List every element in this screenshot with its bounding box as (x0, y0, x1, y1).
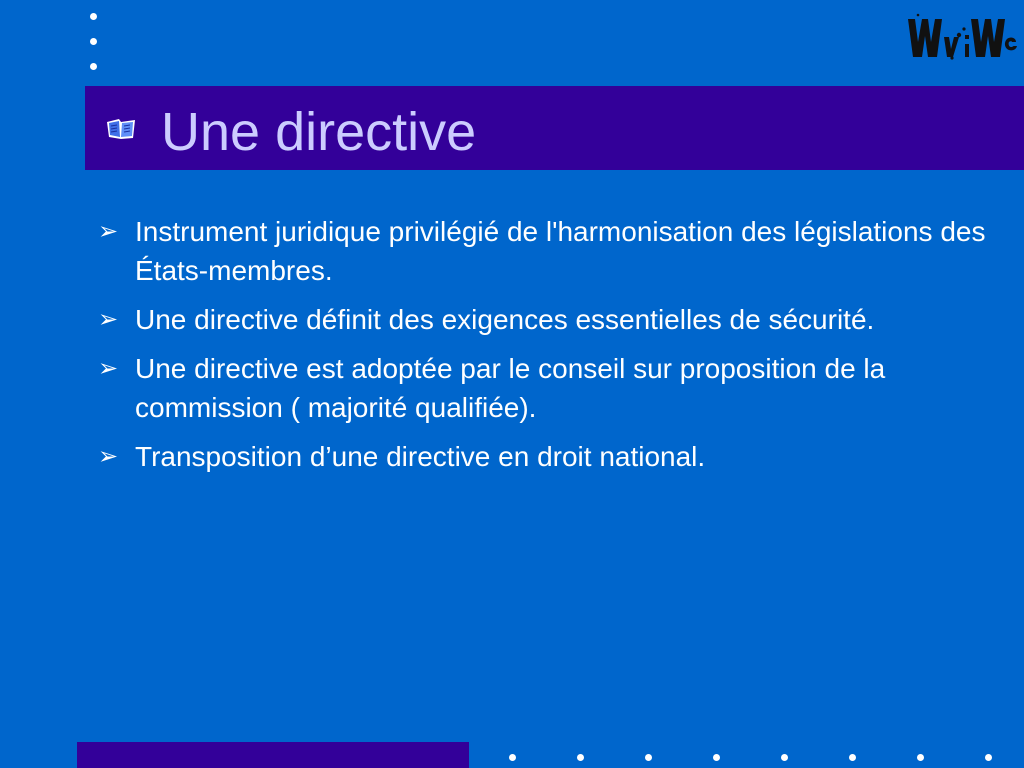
bullet-list (98, 212, 988, 486)
footer-bar (77, 742, 469, 768)
list-item (98, 349, 988, 427)
arrow-bullet-icon: ➢ (98, 354, 119, 382)
bullet-text: Instrument juridique privilégié de l'harmonisation des législations des États-membres. (135, 216, 986, 286)
arrow-bullet-icon: ➢ (98, 217, 119, 245)
arrow-bullet-icon: ➢ (98, 305, 119, 333)
arrow-bullet-icon: ➢ (98, 442, 119, 470)
decorative-dot (985, 754, 992, 761)
bullet-text: Une directive est adoptée par le conseil sur proposition de la commission ( majorité qualifiée). (135, 353, 886, 423)
book-icon (105, 118, 137, 140)
decorative-dot (645, 754, 652, 761)
decorative-dot (90, 63, 97, 70)
decorative-dot (849, 754, 856, 761)
list-item (98, 300, 988, 339)
slide-title: Une directive (161, 102, 477, 162)
decorative-dot (781, 754, 788, 761)
decorative-dot (713, 754, 720, 761)
decorative-dot (90, 38, 97, 45)
bullet-text: Transposition d’une directive en droit national. (135, 441, 706, 472)
list-item (98, 437, 988, 476)
bullet-text: Une directive définit des exigences essentielles de sécurité. (135, 304, 875, 335)
decorative-dot (509, 754, 516, 761)
wysiwyc-logo (904, 11, 1018, 61)
decorative-dot (577, 754, 584, 761)
list-item (98, 212, 988, 290)
title-band (85, 86, 1024, 170)
decorative-dot (90, 13, 97, 20)
decorative-dot (917, 754, 924, 761)
